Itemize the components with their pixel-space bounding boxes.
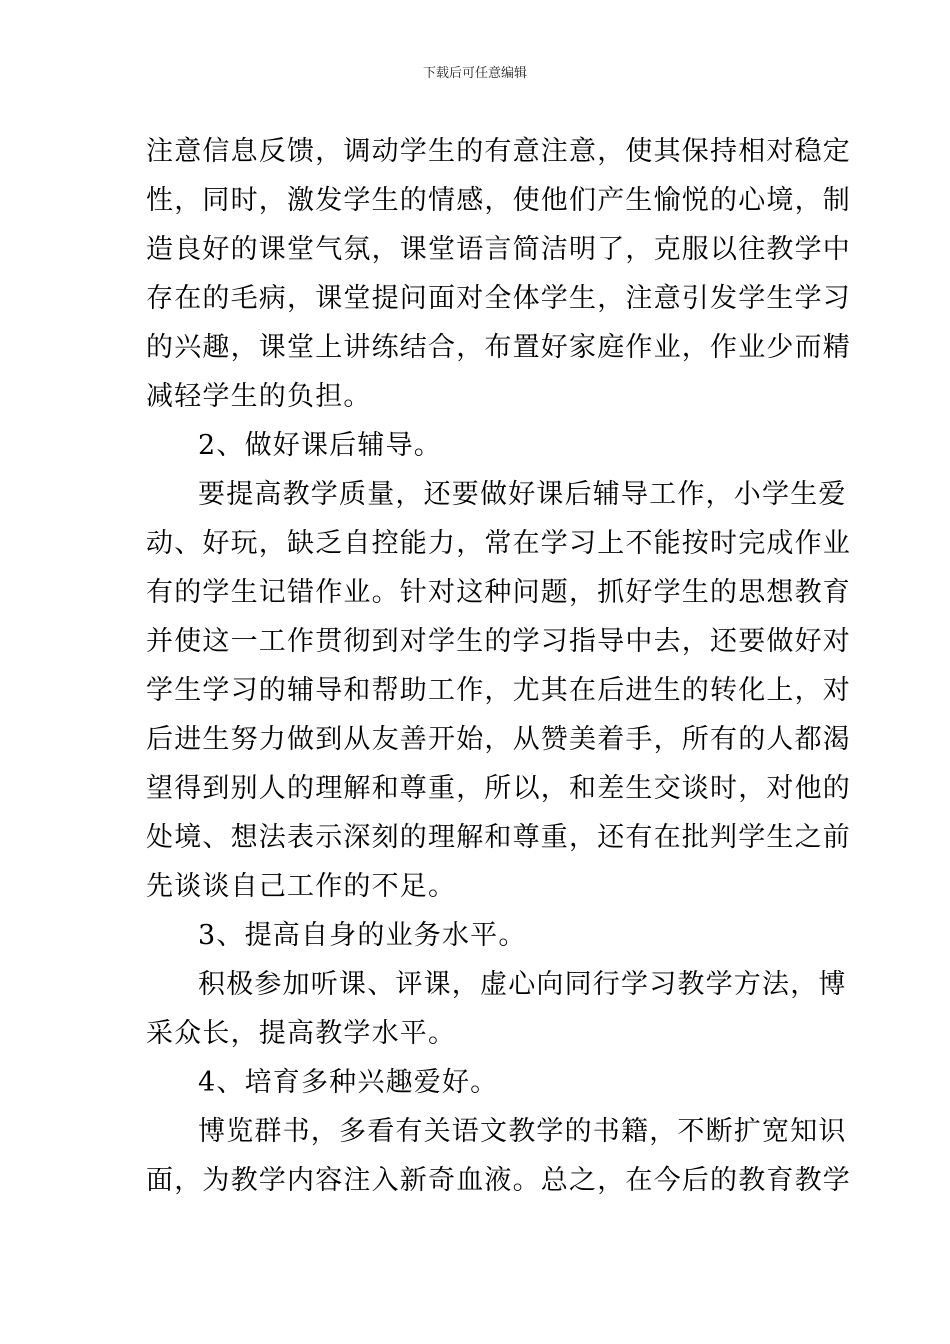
text-line: 采众长，提高教学水平。 bbox=[146, 1018, 457, 1049]
section-heading: 3、提高自身的业务水平。 bbox=[198, 920, 527, 951]
text-line: 动、好玩，缺乏自控能力，常在学习上不能按时完成作业 bbox=[146, 528, 851, 559]
text-line: 存在的毛病，课堂提问面对全体学生，注意引发学生学习 bbox=[146, 283, 851, 314]
text-line: 性，同时，激发学生的情感，使他们产生愉悦的心境，制 bbox=[146, 185, 851, 216]
text-line: 的兴趣，课堂上讲练结合，布置好家庭作业，作业少而精 bbox=[146, 332, 851, 363]
text-line: 博览群书，多看有关语文教学的书籍，不断扩宽知识 bbox=[198, 1116, 847, 1147]
section-heading: 2、做好课后辅导。 bbox=[198, 430, 442, 461]
text-line: 望得到别人的理解和尊重，所以，和差生交谈时，对他的 bbox=[146, 773, 851, 804]
text-line: 要提高教学质量，还要做好课后辅导工作，小学生爱 bbox=[198, 479, 847, 510]
text-line: 先谈谈自己工作的不足。 bbox=[146, 871, 457, 902]
text-line: 积极参加听课、评课，虚心向同行学习教学方法，博 bbox=[198, 969, 847, 1000]
text-line: 有的学生记错作业。针对这种问题，抓好学生的思想教育 bbox=[146, 577, 851, 608]
text-line: 处境、想法表示深刻的理解和尊重，还有在批判学生之前 bbox=[146, 822, 851, 853]
text-line: 并使这一工作贯彻到对学生的学习指导中去，还要做好对 bbox=[146, 626, 851, 657]
text-line: 减轻学生的负担。 bbox=[146, 381, 372, 412]
text-line: 面，为教学内容注入新奇血液。总之，在今后的教育教学 bbox=[146, 1165, 851, 1196]
page-header: 下载后可任意编辑 bbox=[422, 66, 527, 81]
text-line: 造良好的课堂气氛，课堂语言简洁明了，克服以往教学中 bbox=[146, 234, 851, 265]
section-heading: 4、培育多种兴趣爱好。 bbox=[198, 1067, 499, 1098]
document-body bbox=[146, 127, 851, 1205]
text-line: 注意信息反馈，调动学生的有意注意，使其保持相对稳定 bbox=[146, 136, 851, 167]
text-line: 学生学习的辅导和帮助工作，尤其在后进生的转化上，对 bbox=[146, 675, 851, 706]
text-line: 后进生努力做到从友善开始，从赞美着手，所有的人都渴 bbox=[146, 724, 851, 755]
